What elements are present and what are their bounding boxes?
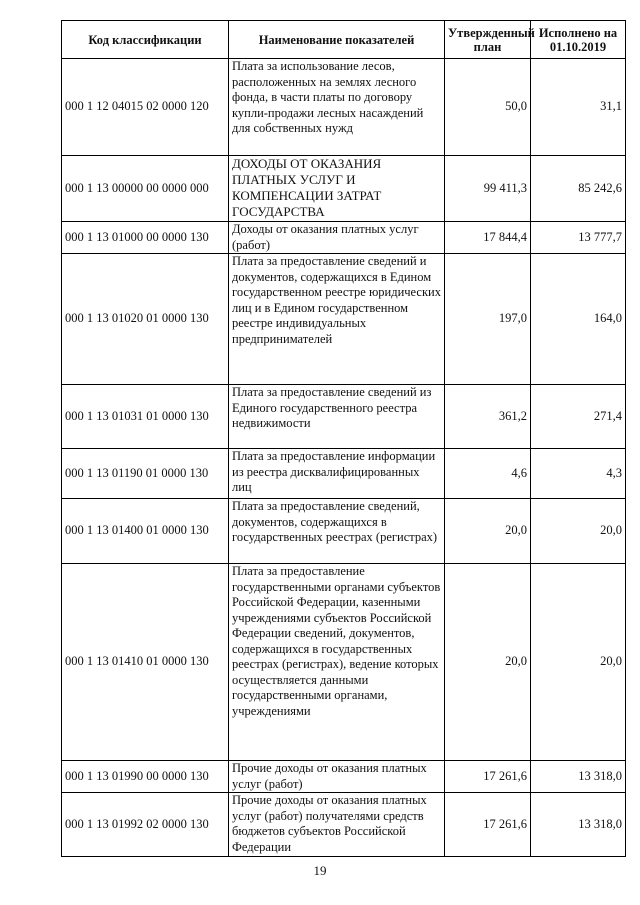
header-name: Наименование показателей	[229, 21, 445, 59]
row-plan: 20,0	[445, 499, 531, 564]
table-row	[62, 156, 626, 222]
table-row	[62, 761, 626, 793]
row-code: 000 1 13 01990 00 0000 130	[62, 761, 229, 793]
header-row	[62, 21, 626, 59]
row-code: 000 1 13 01031 01 0000 130	[62, 385, 229, 449]
row-code: 000 1 13 01190 01 0000 130	[62, 449, 229, 499]
row-plan: 50,0	[445, 59, 531, 156]
header-plan: Утвержденный план	[445, 21, 531, 59]
row-name: Плата за предоставление государственными органами субъектов Российской Федерации, казенными учреждениями субъектов Российской Федерации сведений, документов, содержащихся в государственных реестрах (регистрах), ведение которых осуществляется данными государственными органами, учреждениями	[229, 564, 445, 761]
row-done: 164,0	[531, 254, 626, 385]
table-row	[62, 254, 626, 385]
row-done: 13 777,7	[531, 222, 626, 254]
row-code: 000 1 13 00000 00 0000 000	[62, 156, 229, 222]
table-row	[62, 59, 626, 156]
table-row	[62, 449, 626, 499]
row-plan: 99 411,3	[445, 156, 531, 222]
row-done: 4,3	[531, 449, 626, 499]
row-plan: 20,0	[445, 564, 531, 761]
row-code: 000 1 13 01020 01 0000 130	[62, 254, 229, 385]
row-code: 000 1 13 01000 00 0000 130	[62, 222, 229, 254]
row-plan: 17 844,4	[445, 222, 531, 254]
row-plan: 17 261,6	[445, 761, 531, 793]
row-done: 271,4	[531, 385, 626, 449]
row-name: Доходы от оказания платных услуг (работ)	[229, 222, 445, 254]
row-name: Плата за предоставление сведений и документов, содержащихся в Едином государственном реестре юридических лиц и в Едином государственном реестре индивидуальных предпринимателей	[229, 254, 445, 385]
row-name: Прочие доходы от оказания платных услуг (работ) получателями средств бюджетов субъектов Российской Федерации	[229, 793, 445, 857]
row-done: 13 318,0	[531, 793, 626, 857]
row-done: 20,0	[531, 564, 626, 761]
row-code: 000 1 13 01410 01 0000 130	[62, 564, 229, 761]
row-plan: 4,6	[445, 449, 531, 499]
header-code: Код классификации	[62, 21, 229, 59]
table-row	[62, 499, 626, 564]
row-name: Плата за предоставление информации из реестра дисквалифицированных лиц	[229, 449, 445, 499]
row-done: 13 318,0	[531, 761, 626, 793]
table-row	[62, 564, 626, 761]
row-code: 000 1 13 01400 01 0000 130	[62, 499, 229, 564]
header-done: Исполнено на 01.10.2019	[531, 21, 626, 59]
row-name: Плата за предоставление сведений из Единого государственного реестра недвижимости	[229, 385, 445, 449]
budget-table	[61, 20, 626, 857]
row-done: 20,0	[531, 499, 626, 564]
row-name: ДОХОДЫ ОТ ОКАЗАНИЯ ПЛАТНЫХ УСЛУГ И КОМПЕНСАЦИИ ЗАТРАТ ГОСУДАРСТВА	[229, 156, 445, 222]
row-name: Плата за предоставление сведений, документов, содержащихся в государственных реестрах (регистрах)	[229, 499, 445, 564]
row-plan: 361,2	[445, 385, 531, 449]
row-code: 000 1 12 04015 02 0000 120	[62, 59, 229, 156]
row-plan: 17 261,6	[445, 793, 531, 857]
row-done: 31,1	[531, 59, 626, 156]
row-done: 85 242,6	[531, 156, 626, 222]
table-row	[62, 385, 626, 449]
page-number: 19	[313, 863, 327, 878]
row-name: Плата за использование лесов, расположенных на землях лесного фонда, в части платы по договору купли-продажи лесных насаждений для собственных нужд	[229, 59, 445, 156]
row-plan: 197,0	[445, 254, 531, 385]
row-name: Прочие доходы от оказания платных услуг (работ)	[229, 761, 445, 793]
table-row	[62, 222, 626, 254]
table-row	[62, 793, 626, 857]
row-code: 000 1 13 01992 02 0000 130	[62, 793, 229, 857]
